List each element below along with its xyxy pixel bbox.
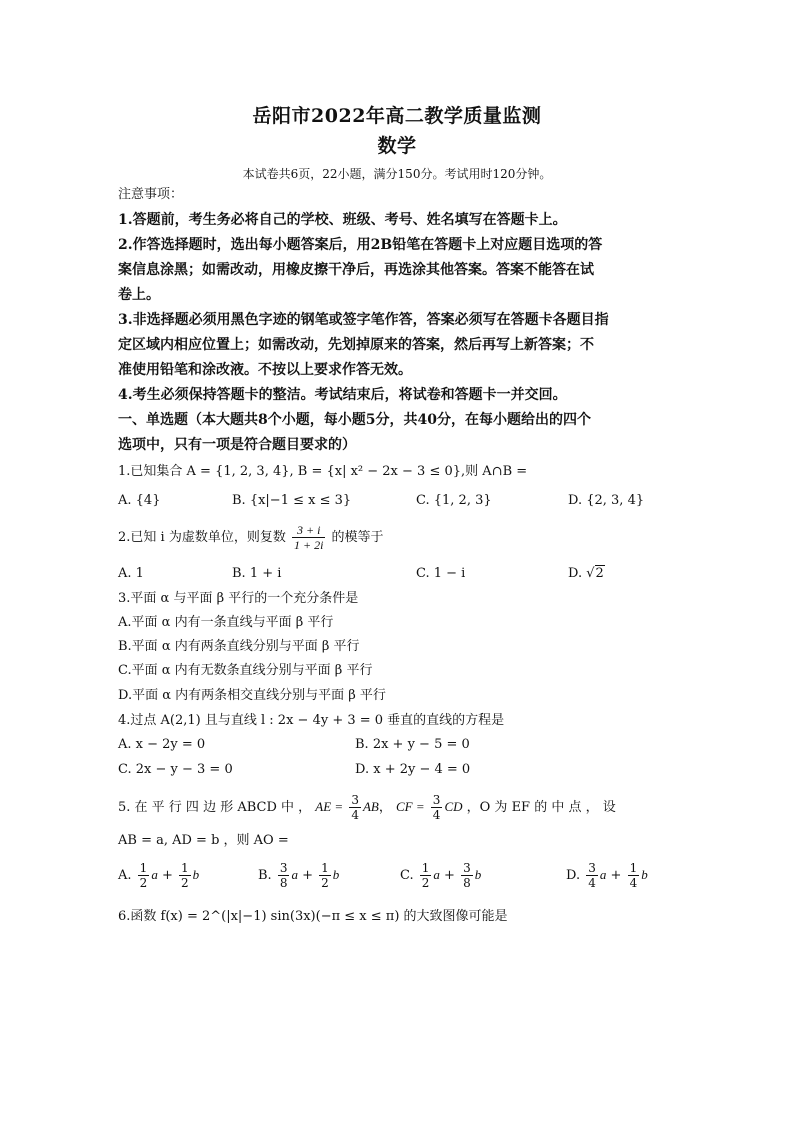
frac-num: 3 bbox=[351, 793, 359, 807]
frac-num: 3 bbox=[279, 861, 288, 875]
note-3-line-3: 准使用铅笔和涂改液。不按以上要求作答无效。 bbox=[118, 362, 412, 378]
q2-stem bbox=[118, 521, 683, 555]
frac-den: 8 bbox=[279, 876, 288, 890]
q5-option-c bbox=[400, 858, 481, 893]
plus-sign: + bbox=[444, 868, 455, 883]
note-4: 4.考生必须保持答题卡的整洁。考试结束后，将试卷和答题卡一并交回。 bbox=[118, 387, 567, 403]
q5-cd-vector: CD bbox=[444, 799, 463, 814]
frac-num: 1 bbox=[629, 861, 638, 875]
q1-option-a: A. {4} bbox=[118, 493, 161, 508]
frac-num: 3 bbox=[432, 793, 441, 807]
frac-den: 2 bbox=[181, 876, 189, 890]
frac-num: 1 bbox=[321, 861, 329, 875]
q5-option-d bbox=[566, 858, 648, 893]
q4-option-d: D. x + 2y − 4 = 0 bbox=[355, 762, 471, 777]
frac-num: 3 bbox=[588, 861, 596, 875]
notes-heading: 注意事项： bbox=[118, 187, 184, 202]
plus-sign: + bbox=[161, 868, 173, 883]
vector-a: a bbox=[291, 867, 298, 882]
option-label: D. bbox=[566, 868, 581, 883]
q1-option-c: C. {1, 2, 3} bbox=[416, 493, 492, 508]
q5-stem-line-1: 5. 在 平 行 四 边 形 ABCD 中 ， AE = $\frac{3}{4}$ AB， CF = $\frac{3}{4}$ CD ，O 为 EF 的 中 点 ， 设 bbox=[118, 793, 616, 822]
fraction bbox=[586, 861, 598, 890]
fraction bbox=[179, 861, 191, 890]
vector-a: a bbox=[433, 867, 440, 882]
fraction bbox=[138, 861, 150, 890]
q3-option-a: A.平面 α 内有一条直线与平面 β 平行 bbox=[118, 615, 334, 630]
note-2-line-3: 卷上。 bbox=[118, 287, 160, 303]
q5-stem-suffix: ，O 为 EF 的 中 点 ， 设 bbox=[466, 800, 616, 815]
q2-stem-suffix: 的模等于 bbox=[331, 530, 384, 545]
q5-option-b bbox=[258, 858, 339, 893]
note-1: 1.答题前，考生务必将自己的学校、班级、考号、姓名填写在答题卡上。 bbox=[118, 212, 567, 228]
vector-b: b bbox=[474, 867, 482, 882]
q5-stem-line-2: AB = a, AD = b ，则 AO = bbox=[118, 833, 289, 848]
vector-b: b bbox=[332, 867, 340, 882]
q3-option-c: C.平面 α 内有无数条直线分别与平面 β 平行 bbox=[118, 663, 373, 678]
q4-stem: 4.过点 A(2,1) 且与直线 l : 2x − 4y + 3 = 0 垂直的直线的方程是 bbox=[118, 713, 505, 728]
q3-option-b: B.平面 α 内有两条直线分别与平面 β 平行 bbox=[118, 639, 360, 654]
plus-sign: + bbox=[610, 868, 622, 883]
note-2-line-2: 案信息涂黑；如需改动，用橡皮擦干净后，再选涂其他答案。答案不能答在试 bbox=[118, 262, 594, 278]
q4-option-c: C. 2x − y − 3 = 0 bbox=[118, 762, 233, 777]
q4-option-a: A. x − 2y = 0 bbox=[118, 737, 206, 752]
fraction bbox=[278, 861, 290, 890]
q5-ab-vector: AB bbox=[362, 799, 379, 814]
note-3-line-1: 3.非选择题必须用黑色字迹的钢笔或签字笔作答，答案必须写在答题卡各题目指 bbox=[118, 312, 609, 328]
q5-stem-prefix: 5. 在 平 行 四 边 形 ABCD 中 ， bbox=[118, 800, 312, 815]
option-label: B. bbox=[258, 868, 272, 883]
q2-option-c: C. 1 − i bbox=[416, 566, 466, 581]
q5-fraction-3-4 bbox=[431, 793, 443, 822]
q2-fraction-numerator: 3 + i bbox=[292, 523, 325, 538]
q6-stem: 6.函数 f(x) = 2^(|x|−1) sin(3x)(−π ≤ x ≤ π) 的大致图像可能是 bbox=[118, 909, 508, 924]
q2-option-d bbox=[568, 566, 605, 581]
frac-num: 1 bbox=[139, 861, 148, 875]
section-heading-line-2: 选项中，只有一项是符合题目要求的） bbox=[118, 437, 356, 453]
q2-option-a: A. 1 bbox=[118, 566, 144, 581]
frac-den: 4 bbox=[351, 808, 359, 822]
exam-title: 岳阳市2022年高二教学质量监测 bbox=[252, 105, 542, 127]
option-label: A. bbox=[118, 868, 132, 883]
frac-den: 8 bbox=[463, 876, 471, 890]
q1-option-b: B. {x|−1 ≤ x ≤ 3} bbox=[232, 493, 352, 508]
q5-fraction-3-4 bbox=[349, 793, 361, 822]
q3-option-d: D.平面 α 内有两条相交直线分别与平面 β 平行 bbox=[118, 688, 386, 703]
frac-den: 2 bbox=[139, 876, 148, 890]
vector-a: a bbox=[599, 867, 607, 882]
frac-den: 2 bbox=[421, 876, 430, 890]
q1-option-d: D. {2, 3, 4} bbox=[568, 493, 645, 508]
frac-den: 4 bbox=[432, 808, 441, 822]
note-2-line-1: 2.作答选择题时，选出每小题答案后，用2B铅笔在答题卡上对应题目选项的答 bbox=[118, 237, 603, 253]
q1-stem: 1.已知集合 A = {1, 2, 3, 4}, B = {x| x² − 2x − 3 ≤ 0},则 A∩B = bbox=[118, 464, 528, 479]
q5-option-a bbox=[118, 858, 199, 893]
q3-stem: 3.平面 α 与平面 β 平行的一个充分条件是 bbox=[118, 591, 359, 606]
vector-b: b bbox=[192, 867, 200, 882]
q2-stem-prefix: 2.已知 i 为虚数单位，则复数 bbox=[118, 530, 286, 545]
fraction bbox=[319, 861, 331, 890]
vector-a: a bbox=[151, 867, 158, 882]
sqrt-sign: √2 bbox=[586, 566, 604, 581]
q2-option-b: B. 1 + i bbox=[232, 566, 282, 581]
q4-option-b: B. 2x + y − 5 = 0 bbox=[355, 737, 470, 752]
q5-cf-label: CF = bbox=[396, 799, 425, 814]
sqrt-radicand: 2 bbox=[595, 566, 604, 581]
option-label: C. bbox=[400, 868, 414, 883]
q2-fraction-denominator: 1 + 2i bbox=[293, 538, 324, 552]
exam-subject: 数学 bbox=[377, 135, 417, 157]
frac-den: 2 bbox=[321, 876, 329, 890]
fraction bbox=[628, 861, 640, 890]
exam-info: 本试卷共6页，22小题，满分150分。考试用时120分钟。 bbox=[242, 167, 552, 181]
section-heading-line-1: 一、单选题（本大题共8个小题，每小题5分，共40分，在每小题给出的四个 bbox=[118, 412, 591, 428]
frac-num: 3 bbox=[463, 861, 471, 875]
fraction bbox=[420, 861, 432, 890]
frac-num: 1 bbox=[421, 861, 430, 875]
plus-sign: + bbox=[302, 868, 314, 883]
fraction bbox=[461, 861, 473, 890]
note-3-line-2: 定区域内相应位置上；如需改动，先划掉原来的答案，然后再写上新答案；不 bbox=[118, 337, 594, 353]
vector-b: b bbox=[641, 867, 648, 882]
frac-den: 4 bbox=[629, 876, 638, 890]
q2-option-d-label: D. bbox=[568, 566, 583, 581]
frac-num: 1 bbox=[181, 861, 189, 875]
q2-fraction bbox=[292, 523, 325, 552]
frac-den: 4 bbox=[588, 876, 596, 890]
q5-ae-label: AE = bbox=[315, 799, 344, 814]
